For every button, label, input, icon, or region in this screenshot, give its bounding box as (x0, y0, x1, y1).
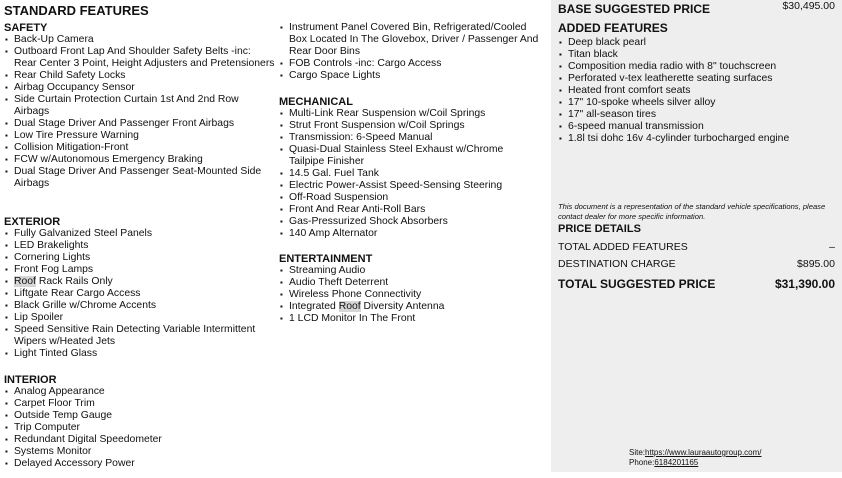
list-item: ▪ LED Brakelights (4, 240, 276, 252)
list-item: ▪ Trip Computer (4, 422, 162, 434)
misc-list (279, 22, 541, 82)
list-item: ▪ 1 LCD Monitor In The Front (279, 313, 444, 325)
list-item: ▪ Perforated v-tex leatherette seating surfaces (558, 73, 835, 85)
destination-row (558, 258, 835, 270)
list-item: ▪ Outside Temp Gauge (4, 410, 162, 422)
list-item: ▪ Dual Stage Driver And Passenger Seat-Mounted Side Airbags (4, 166, 276, 190)
safety-list (4, 34, 276, 190)
list-item: ▪ 17" all-season tires (558, 109, 835, 121)
list-item: ▪ FCW w/Autonomous Emergency Braking (4, 154, 276, 166)
list-item: ▪ Multi-Link Rear Suspension w/Coil Springs (279, 108, 541, 120)
features-column-left (4, 0, 276, 469)
list-item: ▪ Strut Front Suspension w/Coil Springs (279, 120, 541, 132)
list-item: ▪ Integrated Roof Diversity Antenna (279, 301, 444, 313)
total-price-label: TOTAL SUGGESTED PRICE (558, 277, 716, 291)
destination-label: DESTINATION CHARGE (558, 258, 676, 270)
highlighted-term: Roof (338, 301, 361, 312)
list-item: ▪ Liftgate Rear Cargo Access (4, 288, 276, 300)
list-item: ▪ Deep black pearl (558, 37, 835, 49)
list-item: ▪ Gas-Pressurized Shock Absorbers (279, 216, 541, 228)
contact-info (629, 448, 762, 468)
entertainment-heading: ENTERTAINMENT (279, 253, 373, 265)
list-item: ▪ Quasi-Dual Stainless Steel Exhaust w/Chrome Tailpipe Finisher (279, 144, 541, 168)
list-item: ▪ Carpet Floor Trim (4, 398, 162, 410)
site-line (629, 448, 762, 458)
list-item: ▪ Lip Spoiler (4, 312, 276, 324)
list-item: ▪ Titan black (558, 49, 835, 61)
list-item: ▪ Collision Mitigation-Front (4, 142, 276, 154)
entertainment-list (279, 265, 444, 325)
page-title: STANDARD FEATURES (4, 3, 149, 18)
list-item: ▪ Cargo Space Lights (279, 70, 541, 82)
price-details-title: PRICE DETAILS (558, 223, 641, 235)
phone-line (629, 458, 762, 468)
total-price-value: $31,390.00 (774, 277, 835, 291)
safety-heading: SAFETY (4, 22, 48, 34)
list-item: ▪ Redundant Digital Speedometer (4, 434, 162, 446)
mechanical-list (279, 108, 541, 240)
list-item: ▪ Low Tire Pressure Warning (4, 130, 276, 142)
disclaimer-text: This document is a representation of the standard vehicle specifications, please contact dealer for more specific information. (558, 202, 826, 221)
misc-section (279, 22, 541, 82)
base-price-label: BASE SUGGESTED PRICE (558, 2, 711, 16)
list-item: ▪ 17" 10-spoke wheels silver alloy (558, 97, 835, 109)
interior-list (4, 386, 162, 470)
list-item: ▪ Transmission: 6-Speed Manual (279, 132, 541, 144)
list-item: ▪ 1.8l tsi dohc 16v 4-cylinder turbocharged engine (558, 133, 835, 145)
list-item: ▪ Instrument Panel Covered Bin, Refrigerated/Cooled Box Located In The Glovebox, Driver / Passenger And Rear Door Bins (279, 22, 541, 58)
list-item: ▪ Side Curtain Protection Curtain 1st And 2nd Row Airbags (4, 94, 276, 118)
list-item: ▪ Analog Appearance (4, 386, 162, 398)
exterior-section (4, 216, 276, 360)
site-label: Site: (629, 448, 646, 457)
list-item: ▪ 6-speed manual transmission (558, 121, 835, 133)
interior-heading: INTERIOR (4, 374, 57, 386)
exterior-heading: EXTERIOR (4, 216, 61, 228)
list-item: ▪ 140 Amp Alternator (279, 228, 541, 240)
mechanical-section (279, 96, 541, 240)
base-price-value: $30,495.00 (782, 0, 835, 12)
list-item: ▪ Composition media radio with 8" touchscreen (558, 61, 835, 73)
mechanical-heading: MECHANICAL (279, 96, 353, 108)
phone-link[interactable]: 6184201165 (654, 458, 699, 467)
added-features-section (558, 21, 835, 145)
list-item: ▪ Electric Power-Assist Speed-Sensing Steering (279, 180, 541, 192)
price-sidebar (551, 0, 842, 472)
site-link[interactable]: https://www.lauraautogroup.com/ (645, 448, 762, 457)
entertainment-section (279, 253, 444, 325)
list-item: ▪ Front And Rear Anti-Roll Bars (279, 204, 541, 216)
list-item: ▪ Speed Sensitive Rain Detecting Variable Intermittent Wipers w/Heated Jets (4, 324, 276, 348)
list-item: ▪ Front Fog Lamps (4, 264, 276, 276)
destination-value: $895.00 (797, 258, 835, 270)
list-item: ▪ Airbag Occupancy Sensor (4, 82, 276, 94)
list-item: ▪ Dual Stage Driver And Passenger Front Airbags (4, 118, 276, 130)
list-item: ▪ Delayed Accessory Power (4, 458, 162, 470)
list-item: ▪ Light Tinted Glass (4, 348, 276, 360)
added-features-title: ADDED FEATURES (558, 21, 668, 35)
total-added-value: – (829, 241, 835, 253)
total-added-row (558, 241, 835, 253)
list-item: ▪ Back-Up Camera (4, 34, 276, 46)
list-item: ▪ Black Grille w/Chrome Accents (4, 300, 276, 312)
list-item: ▪ Wireless Phone Connectivity (279, 289, 444, 301)
total-price-row (558, 277, 835, 291)
total-added-label: TOTAL ADDED FEATURES (558, 241, 688, 253)
list-item: ▪ Streaming Audio (279, 265, 444, 277)
list-item: ▪ Roof Rack Rails Only (4, 276, 276, 288)
list-item: ▪ Outboard Front Lap And Shoulder Safety Belts -inc: Rear Center 3 Point, Height Adjusters and Pretensioners (4, 46, 276, 70)
highlighted-term: Roof (14, 276, 36, 287)
list-item: ▪ 14.5 Gal. Fuel Tank (279, 168, 541, 180)
phone-label: Phone: (629, 458, 655, 467)
list-item: ▪ Fully Galvanized Steel Panels (4, 228, 276, 240)
safety-section (4, 22, 276, 190)
list-item: ▪ FOB Controls -inc: Cargo Access (279, 58, 541, 70)
base-price-row (558, 0, 835, 18)
added-features-list (558, 37, 835, 145)
exterior-list (4, 228, 276, 360)
list-item: ▪ Cornering Lights (4, 252, 276, 264)
list-item: ▪ Audio Theft Deterrent (279, 277, 444, 289)
interior-section (4, 374, 162, 470)
list-item: ▪ Systems Monitor (4, 446, 162, 458)
list-item: ▪ Heated front comfort seats (558, 85, 835, 97)
list-item: ▪ Rear Child Safety Locks (4, 70, 276, 82)
list-item: ▪ Off-Road Suspension (279, 192, 541, 204)
